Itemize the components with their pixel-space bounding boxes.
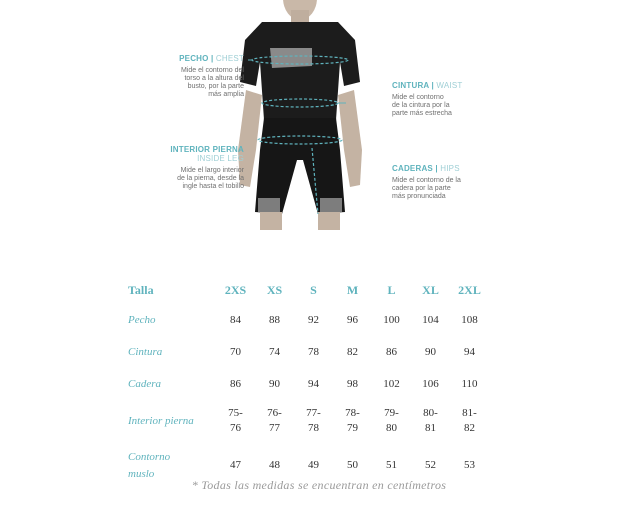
table-cell: 106 [422,378,439,390]
table-row [128,368,489,400]
chest-desc-line: Mide el contorno del [180,67,244,75]
table-row [128,400,489,442]
table-cell: 51 [386,459,397,471]
row-label: Interior pierna [128,415,194,428]
size-header: 2XL [458,282,481,297]
table-cell: 84 [230,314,241,326]
table-cell: 53 [464,459,475,471]
table-cell: 82 [347,346,358,358]
inseam-desc-line: ingle hasta el tobillo [182,183,244,191]
table-cell: 75- 76 [228,406,243,434]
waist-desc-line: Mide el contorno [392,94,444,102]
size-table [128,276,489,488]
table-row [128,336,489,368]
header-label: Talla [128,282,154,297]
table-header-row [128,276,489,304]
hips-callout: CADERAS | HIPS Mide el contorno de la cadera por la parte más pronunciada [392,164,502,201]
table-cell: 77- 78 [306,406,321,434]
table-cell: 94 [308,378,319,390]
row-label: Contorno muslo [128,450,171,480]
hips-title: CADERAS [392,164,433,173]
table-cell: 94 [464,346,475,358]
measurement-figure [0,0,638,230]
waist-title-en: WAIST [436,81,463,90]
size-header: 2XS [224,282,247,297]
size-header: XL [422,282,439,297]
table-cell: 74 [269,346,280,358]
size-header: XS [266,282,283,297]
chest-desc-line: busto, por la parte [187,83,244,91]
inseam-desc-line: de la pierna, desde la [177,175,244,183]
row-label: Cadera [128,378,161,391]
table-cell: 88 [269,314,280,326]
inseam-callout [140,145,244,192]
chest-title: PECHO [179,54,209,63]
inseam-desc-line: Mide el largo interior [180,167,244,175]
table-cell: 50 [347,459,358,471]
waist-title: CINTURA [392,81,430,90]
table-cell: 104 [422,314,439,326]
chest-callout: PECHO | CHEST Mide el contorno del torso a la altura del busto, por la parte más amplia [140,54,244,99]
table-cell: 48 [269,459,280,471]
table-cell: 96 [347,314,358,326]
inseam-title-en: INSIDE LEG [197,154,244,164]
table-cell: 108 [461,314,478,326]
waist-desc-line: de la cintura por la [392,102,450,110]
row-label: Cintura [128,346,163,359]
size-header: S [310,282,317,297]
waist-callout: CINTURA | WAIST Mide el contorno de la cintura por la parte más estrecha [392,81,502,118]
table-cell: 81- 82 [462,406,477,434]
size-header: L [387,282,396,297]
table-cell: 76- 77 [267,406,282,434]
table-cell: 110 [461,378,478,390]
measurement-footnote: * Todas las medidas se encuentran en centímetros [191,478,447,492]
chest-desc-line: más amplia [208,91,244,99]
hips-desc-line: más pronunciada [392,193,446,201]
table-cell: 86 [386,346,397,358]
table-cell: 98 [347,378,358,390]
athlete-trisuit-illustration [0,0,638,230]
table-cell: 52 [425,459,436,471]
table-cell: 90 [425,346,436,358]
table-cell: 100 [383,314,400,326]
table-cell: 79- 80 [384,406,399,434]
table-cell: 49 [308,459,319,471]
table-cell: 47 [230,459,241,471]
chest-title-en: CHEST [215,54,244,63]
table-cell: 70 [230,346,241,358]
waist-desc-line: parte más estrecha [392,110,452,118]
hips-desc-line: Mide el contorno de la [392,177,461,185]
table-cell: 78- 79 [345,406,360,434]
table-cell: 90 [269,378,280,390]
hips-desc-line: cadera por la parte [392,185,451,193]
row-label: Pecho [128,314,156,327]
hips-title-en: HIPS [440,164,460,173]
table-cell: 92 [308,314,319,326]
table-cell: 78 [308,346,319,358]
table-cell: 80- 81 [423,406,438,434]
table-cell: 86 [230,378,241,390]
table-row [128,304,489,336]
size-header: M [346,282,359,297]
chest-desc-line: torso a la altura del [184,75,244,83]
inseam-title: INTERIOR PIERNA [170,145,244,154]
table-cell: 102 [383,378,400,390]
